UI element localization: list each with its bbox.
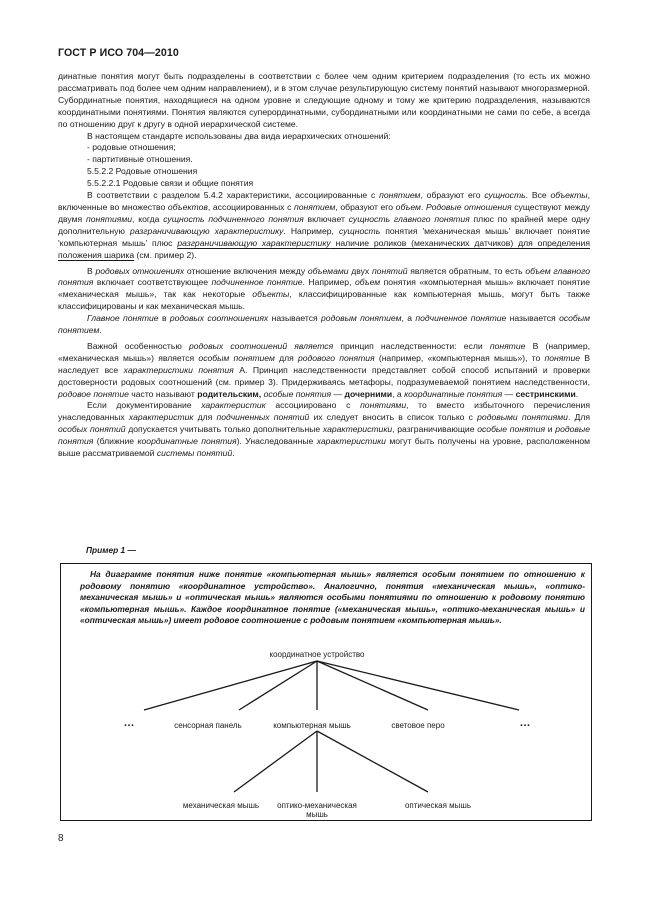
paragraph-3: В соответствии с разделом 5.4.2 характеристики, ассоциированные с понятием, образуют его сущность. Все объекты, включенные во множество объектов, ассоциированных с понятием, образуют его объем. Родовые отношения существуют между двумя понятиями, когда сущность подчиненного понятия включает сущность главного понятия плюс по крайней мере одну дополнительную разграничивающую характеристику. Например, сущность понятия 'механическая мышь' включает понятие 'компьютерная мышь' плюс разграничивающую характеристику наличие роликов (механических датчиков) для определения положения шарика (см. пример 2). [58, 190, 590, 260]
branch-line [239, 661, 317, 710]
branch-line [144, 661, 317, 710]
branch-line [317, 661, 519, 710]
ellipsis-node: … [519, 717, 531, 729]
level1-node: световое перо [391, 721, 445, 730]
page-number: 8 [58, 833, 64, 844]
example-label: Пример 1 — [86, 545, 136, 555]
level2-node: мышь [306, 810, 328, 819]
level2-node: оптическая мышь [404, 801, 472, 810]
example-text: На диаграмме понятия ниже понятие «компьютерная мышь» является особым понятием по отношению к родовому понятию «координатное устройство». Аналогично, понятия «механическая мышь», «оптико-механическая мышь» и «оптическая мышь» являются особыми понятиями по отношению к родовому понятию «компьютерная мышь». Каждое координатное понятие («механическая мышь», «оптико-механическая мышь» и «оптическая мышь») имеет родовое соотношение с родовым понятием «компьютерная мышь». [80, 569, 585, 626]
paragraph-6: Важной особенностью родовых соотношений является принцип наследственности: если понятие В (например, «механическая мышь») является особым понятием для родового понятия (например, «компьютерная мышь»), то понятие В наследует все характеристики понятия А. Принцип наследственности представляет собой способ испытаний и проверки достоверности родовых соотношений (см. пример 3). Придерживаясь метафоры, подразумеваемой понятием наследственности, родовое понятие часто называют родительским, особые понятия — дочерними, а координатные понятия — сестринскими. [58, 340, 590, 399]
paragraph-2: В настоящем стандарте использованы два вида иерархических отношений: [87, 130, 391, 141]
paragraph-1: динатные понятия могут быть подразделены в соответствии с более чем одним критерием подразделения (то есть их можно рассматривать под более чем одним направлением), и в этом случае результирующую систему понятий называют многоразмерной. Субординатные понятия, находящиеся на одном уровне и следующие одному и тому же критерию подразделения, называются координатными понятиями. Понятия являются суперординатными, субординатными или координатными не сами по себе, а всегда по отношению друг к другу в одной иерархической системе. [58, 71, 590, 129]
paragraph-7: Если документирование характеристик ассоциировано с понятиями, то вместо избыточного перечисления унаследованных характеристик для подчиненных понятий их следует вносить в список только с родовыми понятиями. Для особых понятий допускается учитывать только дополнительные характеристики, разграничивающие особые понятия и родовые понятия (ближние координатные понятия). Унаследованные характеристики могут быть получены на уровне, расположенном выше рассматриваемой системы понятий. [58, 400, 591, 459]
branch-line [317, 731, 428, 792]
level2-node: оптико-механическая [277, 801, 357, 810]
document-header: ГОСТ Р ИСО 704—2010 [58, 47, 179, 59]
list-item: - родовые отношения; [87, 142, 176, 153]
paragraph-5: Главное понятие в родовых соотношениях называется родовым понятием, а подчиненное понятие называется особым понятием. [58, 313, 590, 336]
list-item: - партитивные отношения. [87, 154, 193, 165]
example-box [60, 563, 592, 821]
level2-node: механическая мышь [182, 801, 260, 810]
concept-diagram [61, 564, 591, 820]
level1-node: сенсорная панель [174, 721, 242, 730]
body-text [58, 71, 590, 460]
paragraph-4: В родовых отношениях отношение включения между объемами двух понятий является обратным, то есть объем главного понятия включает соответствующее подчиненное понятие. Например, объем понятия «компьютерная мышь» включает понятие «механическая мышь», так как некоторые объекты, классифицированные как компьютерная мышь, могут быть также классифицированы и как механическая мышь. [58, 265, 591, 312]
ellipsis-node: … [123, 717, 135, 729]
section-heading: 5.5.2.2 Родовые отношения [87, 166, 198, 177]
level1-node: компьютерная мышь [273, 721, 351, 730]
branch-line [234, 731, 317, 792]
branch-line [317, 661, 428, 710]
root-node: координатное устройство [269, 650, 365, 659]
subsection-heading: 5.5.2.2.1 Родовые связи и общие понятия [87, 178, 254, 189]
